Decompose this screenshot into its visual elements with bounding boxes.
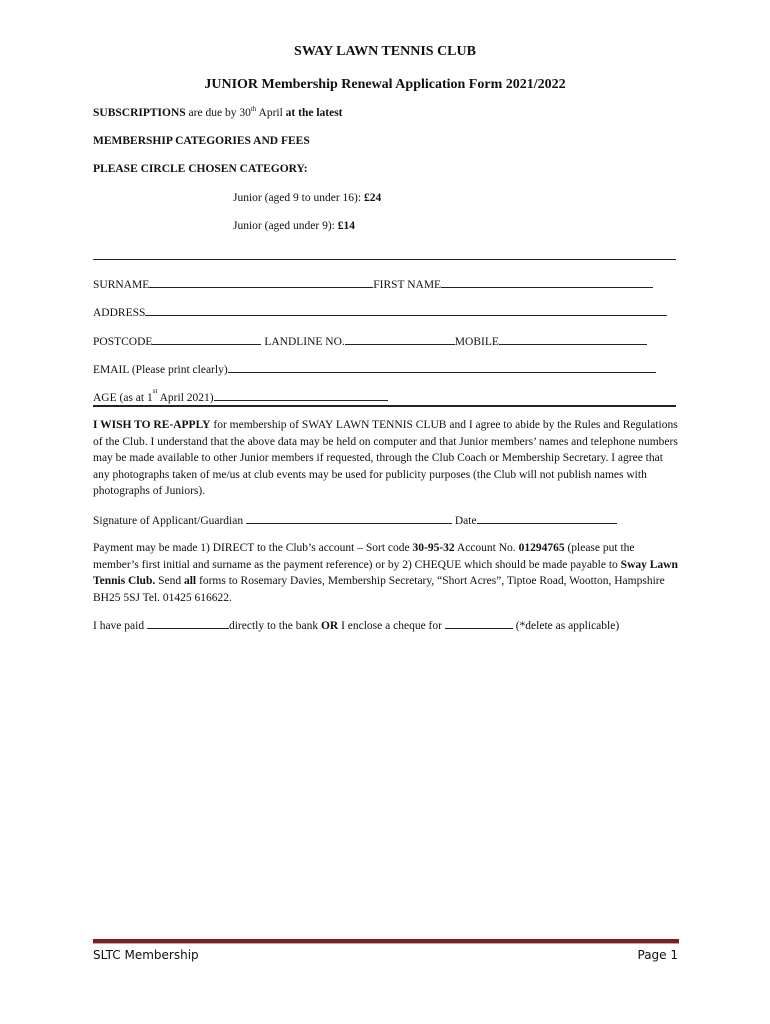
page-number: Page 1 bbox=[637, 948, 678, 962]
declaration-body: for membership of SWAY LAWN TENNIS CLUB and I agree to abide by the Rules and Regulations of the Club. I understand that the above data may be held on computer and that Junior members’ names and telephone numbers may be made available to other Junior members if requested, through the Club Coach or Membership Secretary. I agree that any photographs taken of me/us at club events may be used for publicity purposes (the Club will not publish names with photographs of Juniors). bbox=[93, 419, 678, 497]
postcode-field[interactable] bbox=[152, 333, 261, 345]
age-sup: st bbox=[152, 387, 158, 395]
category-fee: £14 bbox=[337, 220, 355, 232]
all-emphasis: all bbox=[183, 575, 197, 587]
cheque-amount-field[interactable] bbox=[445, 617, 513, 629]
paid-text: I enclose a cheque for bbox=[338, 620, 445, 632]
surname-field[interactable] bbox=[149, 276, 373, 288]
first-name-label: FIRST NAME bbox=[373, 279, 442, 291]
email-row bbox=[93, 361, 656, 376]
payment-text: (please put the member’s first initial and surname as the payment reference) or by 2) CHEQUE which should be made payable to bbox=[93, 542, 635, 571]
age-field[interactable] bbox=[214, 389, 388, 401]
address-label: ADDRESS bbox=[93, 307, 146, 319]
category-option-senior-junior[interactable] bbox=[233, 192, 381, 204]
sort-code: 30-95-32 bbox=[412, 542, 455, 554]
surname-label: SURNAME bbox=[93, 279, 150, 291]
paid-amount-field[interactable] bbox=[147, 617, 229, 629]
declaration-paragraph bbox=[93, 417, 678, 500]
footer-left: SLTC Membership bbox=[93, 948, 199, 962]
subscriptions-note bbox=[93, 107, 343, 119]
address-row bbox=[93, 304, 667, 319]
subscriptions-text2: April bbox=[256, 107, 286, 119]
postcode-label: POSTCODE bbox=[93, 336, 153, 348]
age-label-pre: AGE (as at 1 bbox=[93, 392, 153, 404]
or-emphasis: OR bbox=[320, 620, 339, 632]
date-label: Date bbox=[451, 515, 477, 527]
landline-field[interactable] bbox=[345, 333, 455, 345]
paid-text: directly to the bank bbox=[228, 620, 321, 632]
mobile-field[interactable] bbox=[499, 333, 647, 345]
mobile-label: MOBILE bbox=[454, 336, 499, 348]
signature-field[interactable] bbox=[246, 512, 452, 524]
payee-name: Sway Lawn Tennis Club. bbox=[93, 558, 678, 587]
signature-label: Signature of Applicant/Guardian bbox=[93, 515, 246, 527]
payment-text: Send bbox=[155, 575, 184, 587]
first-name-field[interactable] bbox=[441, 276, 653, 288]
account-number: 01294765 bbox=[518, 542, 565, 554]
club-title: SWAY LAWN TENNIS CLUB bbox=[294, 44, 476, 59]
signature-row bbox=[93, 512, 617, 527]
section-divider bbox=[93, 259, 676, 260]
category-option-junior-under-9[interactable] bbox=[233, 220, 355, 232]
email-label: EMAIL (Please print clearly) bbox=[93, 364, 228, 376]
age-row bbox=[93, 389, 388, 404]
subscriptions-emphasis: at the latest bbox=[285, 107, 343, 119]
age-label-post: April 2021) bbox=[157, 392, 214, 404]
categories-heading: MEMBERSHIP CATEGORIES AND FEES bbox=[93, 135, 310, 147]
subscriptions-label: SUBSCRIPTIONS bbox=[93, 107, 186, 119]
surname-row bbox=[93, 276, 653, 291]
email-field[interactable] bbox=[228, 361, 656, 373]
category-label: Junior (aged under 9): bbox=[233, 220, 338, 232]
contact-row bbox=[93, 333, 647, 348]
form-subtitle: JUNIOR Membership Renewal Application Form 2021/2022 bbox=[204, 77, 566, 92]
categories-instruction: PLEASE CIRCLE CHOSEN CATEGORY: bbox=[93, 163, 308, 175]
address-field[interactable] bbox=[145, 304, 667, 316]
landline-label: LANDLINE NO. bbox=[261, 336, 345, 348]
payment-paragraph bbox=[93, 540, 678, 606]
category-label: Junior (aged 9 to under 16): bbox=[233, 192, 364, 204]
date-field[interactable] bbox=[477, 512, 617, 524]
category-fee: £24 bbox=[363, 192, 382, 204]
subscriptions-sup: th bbox=[250, 105, 257, 113]
section-divider-thick bbox=[93, 405, 676, 407]
paid-row bbox=[93, 617, 619, 632]
paid-text: I have paid bbox=[93, 620, 147, 632]
payment-text: Account No. bbox=[454, 542, 519, 554]
payment-text: forms to Rosemary Davies, Membership Secretary, “Short Acres”, Tiptoe Road, Wootton, Hampshire BH25 5SJ Tel. 01425 616622. bbox=[93, 575, 665, 604]
footer-rule bbox=[93, 939, 679, 944]
subscriptions-text: are due by 30 bbox=[185, 107, 251, 119]
declaration-lead: I WISH TO RE-APPLY bbox=[93, 419, 211, 431]
paid-text: (*delete as applicable) bbox=[512, 620, 620, 632]
payment-text: Payment may be made 1) DIRECT to the Club’s account – Sort code bbox=[93, 542, 413, 554]
